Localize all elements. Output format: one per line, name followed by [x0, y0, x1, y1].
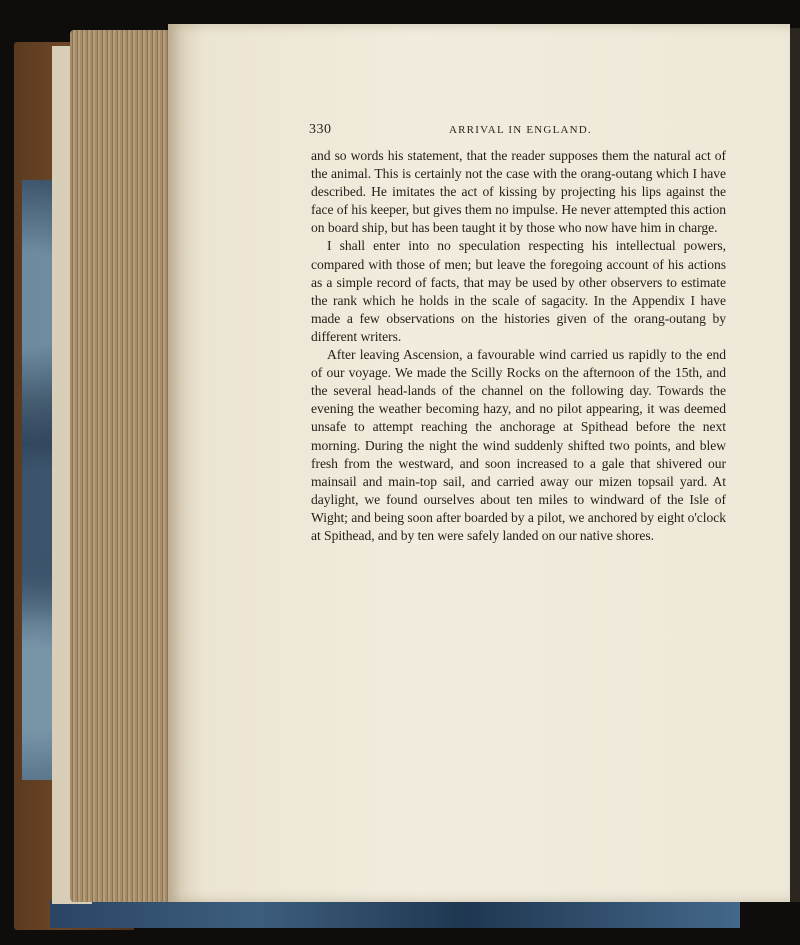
paragraph: and so words his statement, that the reader supposes them the natural act of the animal. This is certainly not the case with the orang-outang which I have described. He imitates the act of kissing by projecting his lips against the face of his keeper, but gives them no impulse. He never attempted this action on board ship, but has been taught it by those who now have him in charge.	[311, 148, 726, 236]
page-right-shadow	[790, 28, 800, 902]
paragraph: After leaving Ascension, a favourable wind carried us rapidly to the end of our voyage. We made the Scilly Rocks on the afternoon of the 15th, and the several head-lands of the channel on the following day. Towards the evening the weather becoming hazy, and no pilot appearing, it was deemed unsafe to attempt reaching the anchorage at Spithead before the next morning. During the night the wind suddenly shifted two points, and blew fresh from the westward, and soon increased to a gale that shivered our mainsail and main-top sail, and carried away our mizen topsail yard. At daylight, we found ourselves about ten miles to windward of the Isle of Wight; and being soon after boarded by a pilot, we anchored by eight o'clock at Spithead, and by ten were safely landed on our native shores.	[311, 347, 726, 543]
chapter-heading: ARRIVAL IN ENGLAND.	[449, 124, 592, 136]
body-text	[311, 147, 726, 545]
marbled-board	[22, 180, 52, 780]
marbled-edge-bottom	[50, 900, 740, 928]
page-number: 330	[309, 122, 332, 137]
page-block-edges	[70, 30, 178, 902]
running-head	[309, 122, 719, 140]
paragraph: I shall enter into no speculation respecting his intellectual powers, compared with those of men; but leave the foregoing account of his actions as a simple record of facts, that may be used by other observers to estimate the rank which he holds in the scale of sagacity. In the Appendix I have made a few observations on the histories given of the orang-outang by different writers.	[311, 238, 726, 344]
